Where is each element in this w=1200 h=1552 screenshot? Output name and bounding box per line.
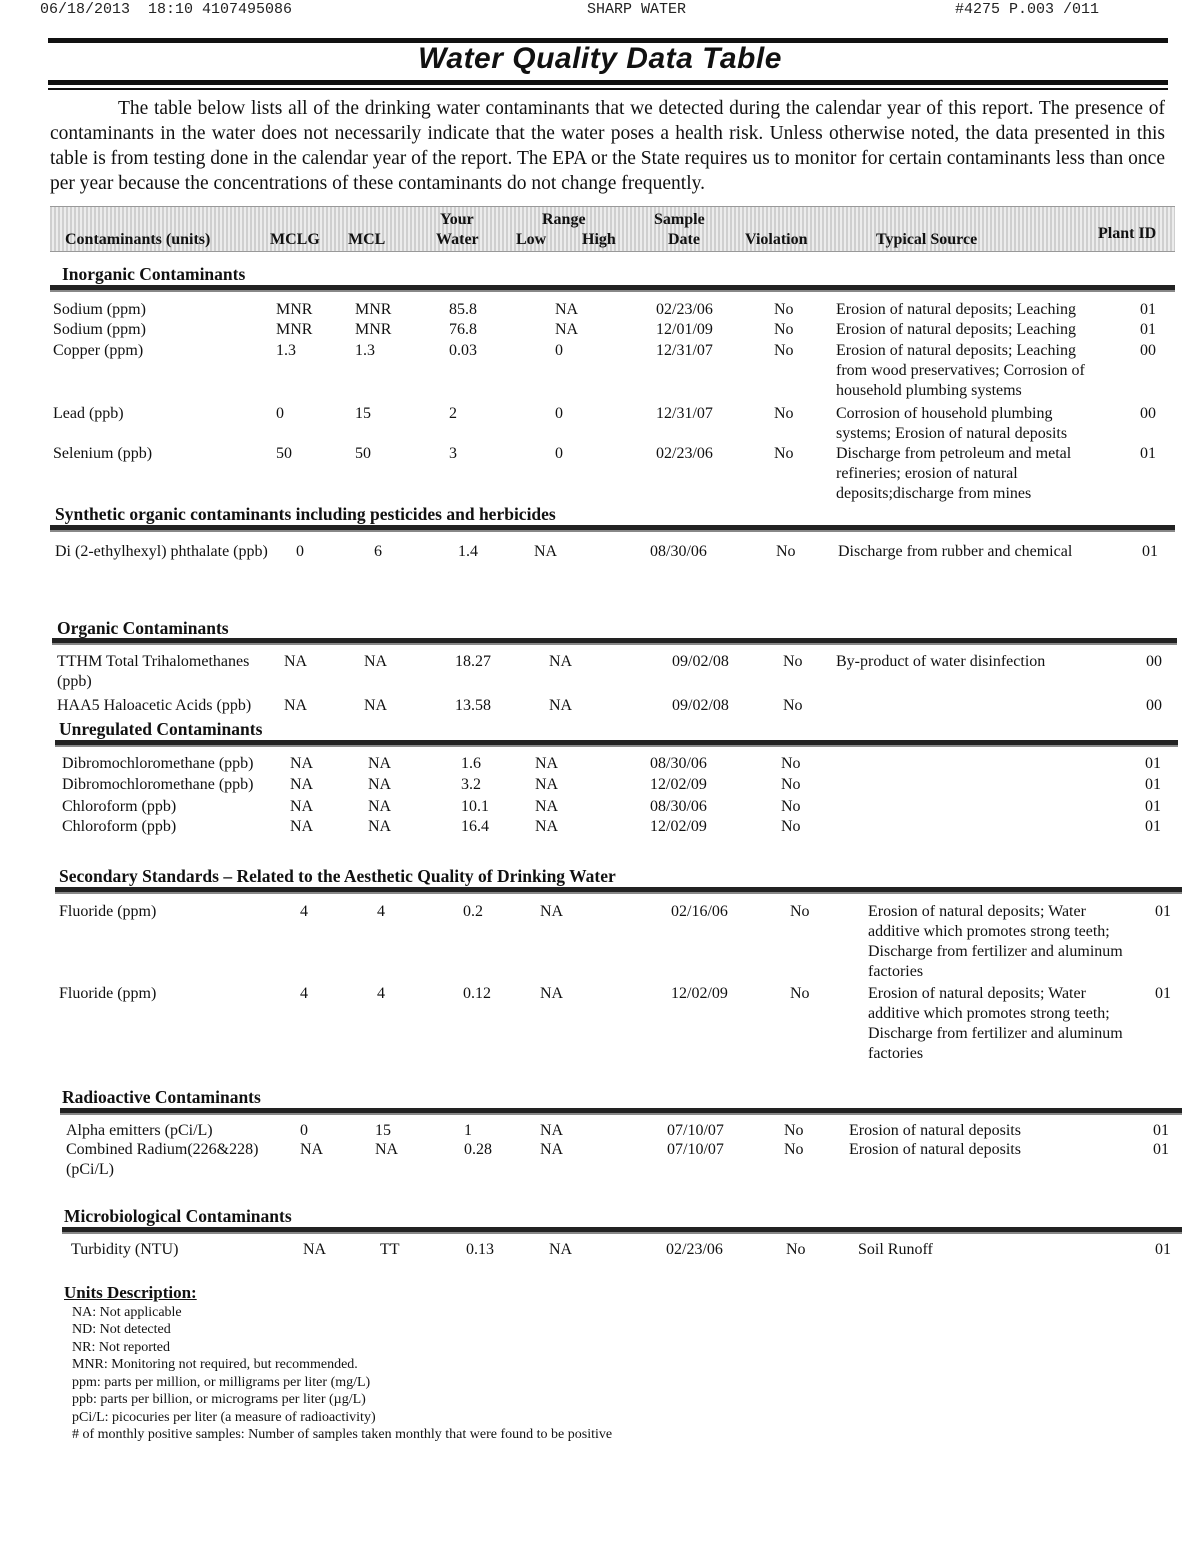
header-typical-source: Typical Source [876,231,978,248]
mcl-value: 4 [377,985,385,1002]
mclg-value: 4 [300,985,308,1002]
violation-value: No [781,755,801,772]
plant-id: 01 [1140,301,1156,318]
your-water-value: 3.2 [461,776,481,793]
header-mcl: MCL [348,231,386,248]
mcl-value: 1.3 [355,342,375,359]
contaminant-name: Di (2-ethylhexyl) phthalate (ppb) [55,543,268,560]
typical-source: Erosion of natural deposits [849,1122,1021,1139]
mcl-value: NA [368,776,392,793]
mclg-value: 50 [276,445,292,462]
mcl-value: NA [364,697,388,714]
contaminant-name: Chloroform (ppb) [62,818,177,835]
mclg-value: MNR [276,301,313,318]
section-title: Secondary Standards – Related to the Aesthetic Quality of Drinking Water [59,866,616,886]
mcl-value: MNR [355,321,392,338]
violation-value: No [783,697,803,714]
contaminant-name: Sodium (ppm) [53,321,146,338]
plant-id: 01 [1153,1141,1169,1158]
section-rule [52,638,1177,645]
units-item: ND: Not detected [72,1322,171,1337]
header-date: Date [668,231,700,248]
contaminant-name: Turbidity (NTU) [71,1241,179,1258]
fax-page-number: #4275 P.003 /011 [955,1,1100,18]
mcl-value: TT [380,1241,400,1258]
intro-paragraph: The table below lists all of the drinking water contaminants that we detected during the calendar year of this report. The presence of contaminants in the water does not necessarily indicate that the water poses a health risk. Unless otherwise noted, the data presented in this table is from testing done in the calendar year of the report. The EPA or the State requires us to monitor for certain contaminants less than once per year because the concentrations of these contaminants do not change frequently. [50,98,1165,194]
section-title: Synthetic organic contaminants including pesticides and herbicides [55,504,556,524]
mcl-value: 15 [375,1122,391,1139]
mclg-value: NA [290,776,314,793]
mcl-value: 6 [374,543,382,560]
range-value: NA [535,798,559,815]
contaminant-name: HAA5 Haloacetic Acids (ppb) [57,697,252,714]
contaminant-name: Lead (ppb) [53,405,124,422]
sample-date: 02/16/06 [671,903,728,920]
your-water-value: 1.6 [461,755,481,772]
mclg-value: 0 [296,543,304,560]
typical-source: Erosion of natural deposits [849,1141,1021,1158]
mcl-value: NA [375,1141,399,1158]
header-plant-id: Plant ID [1098,225,1157,242]
typical-source: Soil Runoff [858,1241,933,1258]
range-value: NA [540,1122,564,1139]
section-rule [55,740,1178,747]
contaminant-name: Fluoride (ppm) [59,903,157,920]
contaminant-name: Dibromochloromethane (ppb) [62,776,254,793]
range-value: NA [549,1241,573,1258]
your-water-value: 18.27 [455,653,491,670]
contaminant-name: Sodium (ppm) [53,301,146,318]
plant-id: 01 [1155,985,1171,1002]
units-item: # of monthly positive samples: Number of samples taken monthly that were found to be positive [72,1427,613,1442]
mcl-value: 15 [355,405,371,422]
header-sample: Sample [654,211,705,228]
sample-date: 07/10/07 [667,1122,724,1139]
your-water-value: 0.12 [463,985,491,1002]
violation-value: No [774,405,794,422]
mcl-value: 50 [355,445,371,462]
typical-source: Corrosion of household plumbing systems; Erosion of natural deposits [836,405,1068,442]
your-water-value: 0.13 [466,1241,494,1258]
typical-source: Discharge from rubber and chemical [838,543,1073,560]
your-water-value: 1.4 [458,543,478,560]
range-value: NA [540,1141,564,1158]
violation-value: No [774,321,794,338]
plant-id: 00 [1146,697,1162,714]
typical-source: Erosion of natural deposits; Leaching from wood preservatives; Corrosion of household plumbing systems [836,342,1085,399]
header-your: Your [440,211,474,228]
plant-id: 01 [1155,1241,1171,1258]
sample-date: 12/02/09 [650,818,707,835]
sample-date: 08/30/06 [650,543,707,560]
title-rule-thin [48,88,1168,90]
typical-source: Erosion of natural deposits; Water additive which promotes strong teeth; Discharge from fertilizer and aluminum factories [868,903,1123,980]
section-rule [55,887,1182,894]
your-water-value: 10.1 [461,798,489,815]
plant-id: 01 [1145,818,1161,835]
mclg-value: NA [284,697,308,714]
typical-source: Erosion of natural deposits; Leaching [836,301,1076,318]
typical-source: By-product of water disinfection [836,653,1046,670]
title-rule-bottom [48,80,1168,85]
table-header [50,206,1175,252]
sample-date: 02/23/06 [656,301,713,318]
units-item: ppm: parts per million, or milligrams per liter (mg/L) [72,1374,371,1390]
mclg-value: 0 [300,1122,308,1139]
mclg-value: MNR [276,321,313,338]
violation-value: No [781,818,801,835]
header-violation: Violation [745,231,808,248]
contaminant-name: Combined Radium(226&228) (pCi/L) [66,1141,259,1178]
sample-date: 12/31/07 [656,405,713,422]
sample-date: 09/02/08 [672,653,729,670]
range-value: 0 [555,342,563,359]
range-value: NA [540,985,564,1002]
range-value: NA [535,776,559,793]
header-mclg: MCLG [270,231,320,248]
typical-source: Erosion of natural deposits; Water additive which promotes strong teeth; Discharge from fertilizer and aluminum factories [868,985,1123,1062]
mclg-value: NA [290,755,314,772]
plant-id: 01 [1140,321,1156,338]
your-water-value: 76.8 [449,321,477,338]
section-title: Microbiological Contaminants [64,1206,292,1226]
mcl-value: MNR [355,301,392,318]
fax-datetime: 06/18/2013 18:10 4107495086 [40,1,293,18]
units-title: Units Description: [64,1283,197,1302]
section-rule [50,525,1175,532]
mcl-value: NA [368,818,392,835]
sample-date: 08/30/06 [650,755,707,772]
units-item: NA: Not applicable [72,1304,182,1320]
mclg-value: NA [284,653,308,670]
violation-value: No [774,342,794,359]
mcl-value: NA [368,755,392,772]
plant-id: 01 [1155,903,1171,920]
units-description [64,1284,612,1444]
range-value: NA [535,818,559,835]
section-title: Organic Contaminants [57,618,229,638]
range-value: NA [555,301,579,318]
units-item: ppb: parts per billion, or micrograms per liter (µg/L) [72,1392,366,1407]
contaminant-name: Fluoride (ppm) [59,985,157,1002]
sample-date: 02/23/06 [666,1241,723,1258]
range-value: NA [540,903,564,920]
sample-date: 07/10/07 [667,1141,724,1158]
plant-id: 01 [1145,776,1161,793]
units-item: pCi/L: picocuries per liter (a measure of radioactivity) [72,1409,376,1425]
mcl-value: NA [368,798,392,815]
plant-id: 01 [1153,1122,1169,1139]
mclg-value: NA [290,798,314,815]
header-contaminants: Contaminants (units) [65,231,211,248]
violation-value: No [784,1122,804,1139]
section-rule [60,1108,1182,1115]
violation-value: No [774,445,794,462]
plant-id: 01 [1142,543,1158,560]
violation-value: No [774,301,794,318]
your-water-value: 1 [464,1122,472,1139]
units-item: NR: Not reported [72,1339,170,1355]
header-range: Range [542,211,586,228]
mclg-value: 1.3 [276,342,296,359]
sample-date: 08/30/06 [650,798,707,815]
range-value: NA [535,755,559,772]
sample-date: 02/23/06 [656,445,713,462]
your-water-value: 0.2 [463,903,483,920]
plant-id: 01 [1145,755,1161,772]
violation-value: No [776,543,796,560]
violation-value: No [781,798,801,815]
mcl-value: 4 [377,903,385,920]
range-value: NA [549,653,573,670]
section-title: Unregulated Contaminants [59,719,263,739]
your-water-value: 85.8 [449,301,477,318]
contaminant-name: Dibromochloromethane (ppb) [62,755,254,772]
mclg-value: 4 [300,903,308,920]
fax-sender: SHARP WATER [587,1,687,18]
range-value: NA [555,321,579,338]
contaminant-name: Copper (ppm) [53,342,144,359]
mclg-value: NA [290,818,314,835]
mclg-value: 0 [276,405,284,422]
your-water-value: 0.03 [449,342,477,359]
your-water-value: 3 [449,445,457,462]
header-high: High [582,231,616,248]
plant-id: 00 [1140,405,1156,422]
section-title: Inorganic Contaminants [62,264,246,284]
your-water-value: 2 [449,405,457,422]
typical-source: Erosion of natural deposits; Leaching [836,321,1076,338]
section-title: Radioactive Contaminants [62,1087,261,1107]
section-rule [50,285,1175,292]
violation-value: No [790,985,810,1002]
violation-value: No [790,903,810,920]
contaminant-name: Alpha emitters (pCi/L) [66,1122,213,1139]
range-value: 0 [555,445,563,462]
plant-id: 01 [1145,798,1161,815]
your-water-value: 13.58 [455,697,491,714]
sample-date: 12/02/09 [650,776,707,793]
header-water: Water [436,231,479,248]
violation-value: No [783,653,803,670]
range-value: NA [549,697,573,714]
violation-value: No [781,776,801,793]
range-value: 0 [555,405,563,422]
typical-source: Discharge from petroleum and metal refineries; erosion of natural deposits;discharge from mines [836,445,1072,502]
fax-header [0,0,1200,22]
page-title: Water Quality Data Table [418,42,782,75]
plant-id: 00 [1140,342,1156,359]
mclg-value: NA [303,1241,327,1258]
your-water-value: 0.28 [464,1141,492,1158]
header-low: Low [516,231,547,248]
range-value: NA [534,543,558,560]
plant-id: 01 [1140,445,1156,462]
sample-date: 09/02/08 [672,697,729,714]
your-water-value: 16.4 [461,818,489,835]
sample-date: 12/02/09 [671,985,728,1002]
mclg-value: NA [300,1141,324,1158]
units-list [64,1304,612,1444]
contaminant-name: Chloroform (ppb) [62,798,177,815]
mcl-value: NA [364,653,388,670]
units-item: MNR: Monitoring not required, but recommended. [72,1357,358,1372]
violation-value: No [786,1241,806,1258]
contaminant-name: TTHM Total Trihalomethanes (ppb) [57,653,250,690]
violation-value: No [784,1141,804,1158]
sample-date: 12/01/09 [656,321,713,338]
section-rule [62,1227,1182,1234]
contaminant-name: Selenium (ppb) [53,445,153,462]
plant-id: 00 [1146,653,1162,670]
sample-date: 12/31/07 [656,342,713,359]
